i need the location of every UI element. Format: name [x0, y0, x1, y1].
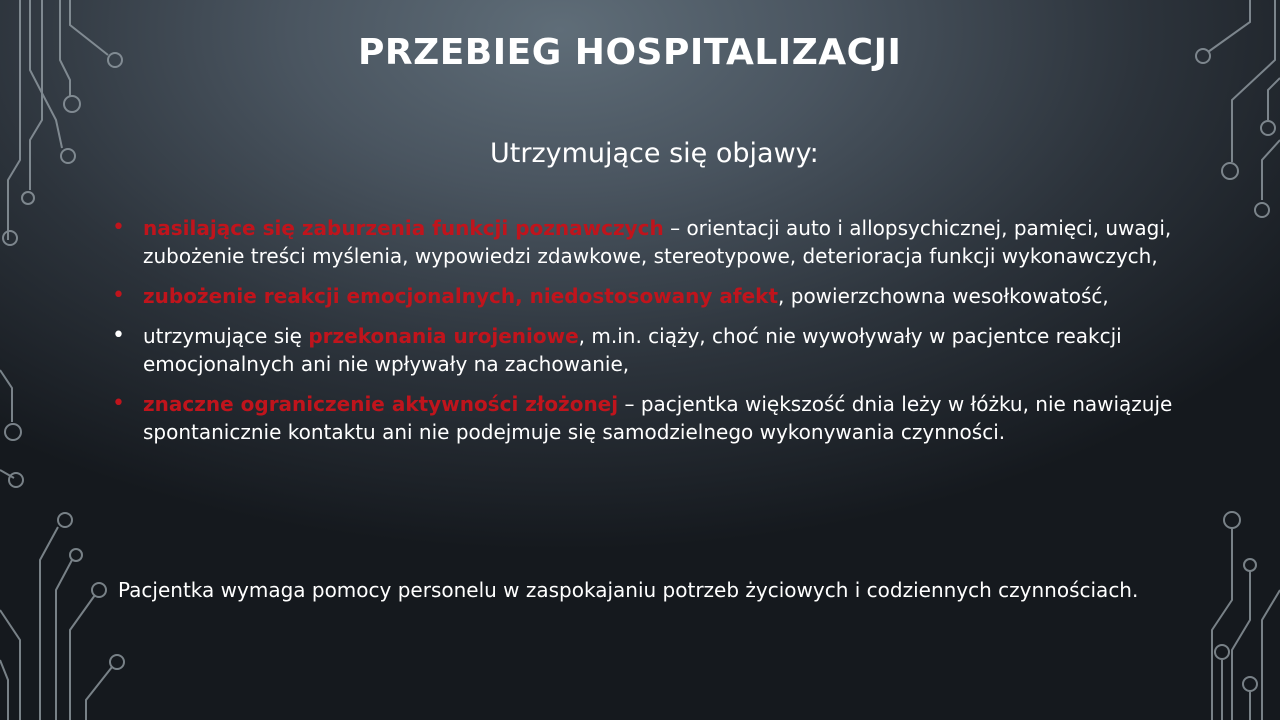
list-item [112, 214, 1232, 270]
bullet-dot-icon: • [112, 323, 125, 348]
bullet-text: – orientacji auto i allopsychicznej, pamięci, uwagi, zubożenie treści myślenia, wypowiedzi zdawkowe, stereotypowe, deterioracja funkcji wykonawczych, [143, 216, 1172, 268]
slide-subtitle: Utrzymujące się objawy: [490, 138, 819, 169]
bullet-text: , powierzchowna wesołkowatość, [778, 284, 1109, 308]
bullet-text: , m.in. ciąży, choć nie wywoływały w pacjentce reakcji emocjonalnych ani nie wpływały na zachowanie, [143, 324, 1122, 376]
list-item [112, 322, 1232, 378]
symptom-list [112, 214, 1232, 446]
list-item [112, 390, 1232, 446]
bullet-dot-icon: • [112, 391, 125, 416]
list-item [112, 282, 1232, 310]
slide-title: PRZEBIEG HOSPITALIZACJI [358, 32, 902, 73]
bullet-highlight: zubożenie reakcji emocjonalnych, niedostosowany afekt [143, 284, 779, 308]
closing-note: Pacjentka wymaga pomocy personelu w zaspokajaniu potrzeb życiowych i codziennych czynnościach. [118, 578, 1139, 602]
bullet-highlight: nasilające się zaburzenia funkcji poznawczych [143, 216, 664, 240]
bullet-text: – pacjentka większość dnia leży w łóżku, nie nawiązuje spontanicznie kontaktu ani nie podejmuje się samodzielnego wykonywania czynności. [143, 392, 1173, 444]
bullet-highlight: znaczne ograniczenie aktywności złożonej [143, 392, 619, 416]
bullet-dot-icon: • [112, 283, 125, 308]
bullet-dot-icon: • [112, 215, 125, 240]
bullet-highlight: przekonania urojeniowe [308, 324, 579, 348]
bullet-lead-text: utrzymujące się [143, 324, 309, 348]
